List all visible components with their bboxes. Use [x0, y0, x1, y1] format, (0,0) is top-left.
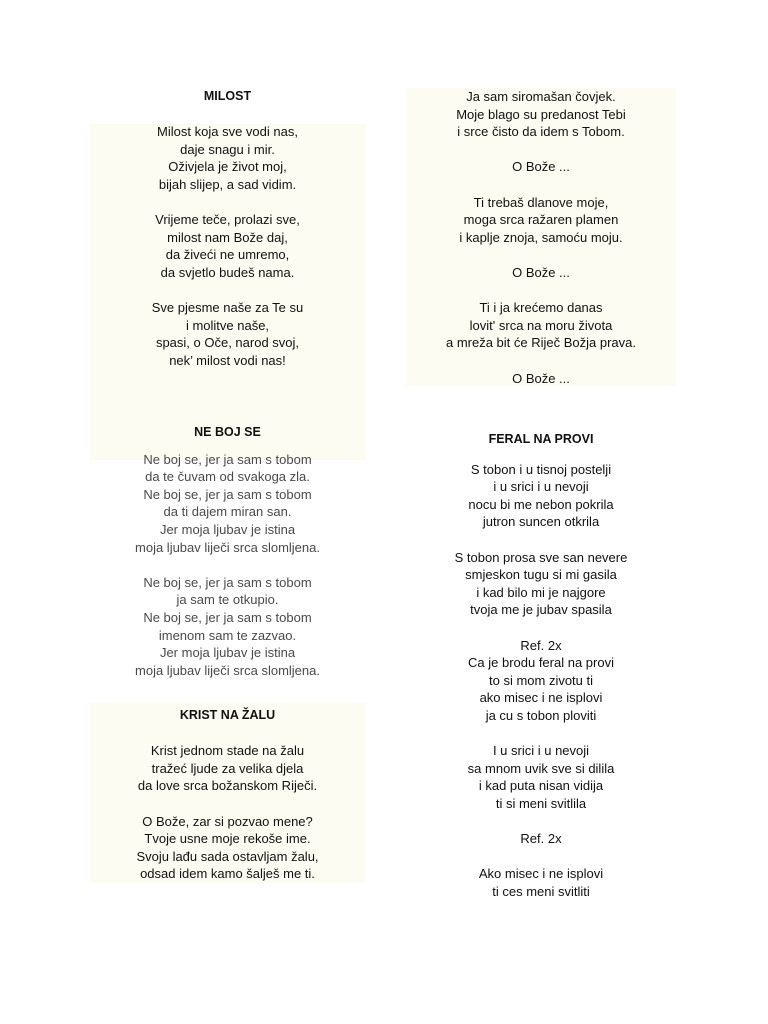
refrain-line: O Bože ...: [512, 159, 570, 175]
song-feral-na-provi: [406, 431, 676, 900]
lyric-line: sa mnom uvik sve si dilila: [467, 760, 615, 776]
lyric-line: ja sam te otkupio.: [176, 592, 279, 608]
lyric-line: Ne boj se, jer ja sam s tobom: [143, 609, 312, 625]
lyric-line: Ti i ja krećemo danas: [479, 300, 603, 316]
lyric-line: da te čuvam od svakoga zla.: [145, 469, 310, 485]
lyric-line: ja cu s tobon ploviti: [485, 707, 597, 723]
song-title: MILOST: [203, 89, 252, 103]
lyric-line: Jer moja ljubav je istina: [159, 521, 296, 537]
refrain-marker: Ref. 2x: [520, 637, 562, 653]
refrain-line: O Bože ...: [512, 264, 570, 280]
lyric-line: moja ljubav liječi srca slomljena.: [135, 539, 320, 555]
lyric-line: da svjetlo budeš nama.: [160, 264, 295, 280]
refrain-marker: Ref. 2x: [520, 831, 562, 847]
lyric-line: Svoju lađu sada ostavljam žalu,: [136, 848, 319, 864]
lyric-line: da love srca božanskom Riječi.: [137, 778, 318, 794]
lyric-line: to si mom zivotu ti: [488, 672, 594, 688]
lyric-line: Tvoje usne moje rekoše ime.: [144, 831, 311, 847]
song-ne-boj-se: [90, 424, 365, 679]
lyric-line: bijah slijep, a sad vidim.: [158, 176, 297, 192]
song-krist-na-zalu: [90, 707, 365, 883]
lyric-line: Ne boj se, jer ja sam s tobom: [143, 574, 312, 590]
lyric-line: i u srici i u nevoji: [493, 479, 589, 495]
lyric-line: S tobon i u tisnoj postelji: [470, 461, 612, 477]
lyric-line: Moje blago su predanost Tebi: [456, 106, 626, 122]
lyric-line: i kad puta nisan vidija: [478, 778, 604, 794]
lyric-line: Ne boj se, jer ja sam s tobom: [143, 486, 312, 502]
lyric-line: odsad idem kamo šalješ me ti.: [140, 866, 315, 882]
lyric-line: da ti dajem miran san.: [163, 504, 292, 520]
lyric-line: Krist jednom stade na žalu: [150, 743, 305, 759]
lyric-line: S tobon prosa sve san nevere: [454, 549, 628, 565]
lyric-line: moga srca ražaren plamen: [463, 212, 619, 228]
lyric-line: tražeć ljude za velika djela: [151, 760, 304, 776]
lyric-line: moja ljubav liječi srca slomljena.: [135, 662, 320, 678]
lyric-line: Milost koja sve vodi nas,: [157, 124, 298, 140]
lyric-line: ti si meni svitlila: [495, 795, 587, 811]
lyric-line: tvoja me je jubav spasila: [470, 602, 612, 618]
lyric-line: imenom sam te zazvao.: [158, 627, 297, 643]
lyric-line: lovit' srca na moru života: [469, 317, 613, 333]
lyric-line: daje snagu i mir.: [180, 141, 275, 157]
lyric-line: nek’ milost vodi nas!: [169, 352, 286, 368]
lyric-line: nocu bi me nebon pokrila: [468, 496, 614, 512]
lyric-line: jutron suncen otkrila: [482, 514, 600, 530]
refrain-line: O Bože ...: [512, 370, 570, 386]
song-milost: [90, 88, 365, 370]
song-title: KRIST NA ŽALU: [179, 708, 276, 722]
lyric-line: i kad bilo mi je najgore: [476, 584, 606, 600]
lyric-line: milost nam Bože daj,: [167, 229, 288, 245]
lyric-line: Ca je brodu feral na provi: [468, 655, 614, 671]
lyric-line: Ako misec i ne isplovi: [478, 866, 604, 882]
lyric-line: Ti trebaš dlanove moje,: [473, 194, 609, 210]
lyric-line: ti ces meni svitliti: [492, 883, 590, 899]
lyric-line: a mreža bit će Riječ Božja prava.: [445, 335, 637, 351]
song-title: NE BOJ SE: [194, 425, 261, 439]
lyric-line: O Bože, zar si pozvao mene?: [142, 813, 313, 829]
song-siromasan: [406, 88, 676, 387]
lyric-line: smjeskon tugu si mi gasila: [465, 567, 617, 583]
song-title: FERAL NA PROVI: [488, 432, 594, 446]
lyric-line: ako misec i ne isplovi: [479, 690, 603, 706]
lyric-line: Ja sam siromašan čovjek.: [466, 89, 616, 104]
lyric-line: spasi, o Oče, narod svoj,: [155, 335, 300, 351]
lyric-line: Sve pjesme naše za Te su: [151, 300, 304, 316]
lyric-line: Jer moja ljubav je istina: [159, 645, 296, 661]
lyric-line: i kaplje znoja, samoću moju.: [459, 229, 623, 245]
lyric-line: Oživjela je život moj,: [168, 159, 287, 175]
lyric-line: i srce čisto da idem s Tobom.: [457, 124, 625, 140]
lyric-line: Ne boj se, jer ja sam s tobom: [143, 451, 312, 467]
lyric-line: i molitve naše,: [185, 317, 270, 333]
lyric-line: I u srici i u nevoji: [492, 743, 590, 759]
lyric-line: Vrijeme teče, prolazi sve,: [155, 212, 300, 228]
lyric-line: da živeći ne umremo,: [165, 247, 290, 263]
